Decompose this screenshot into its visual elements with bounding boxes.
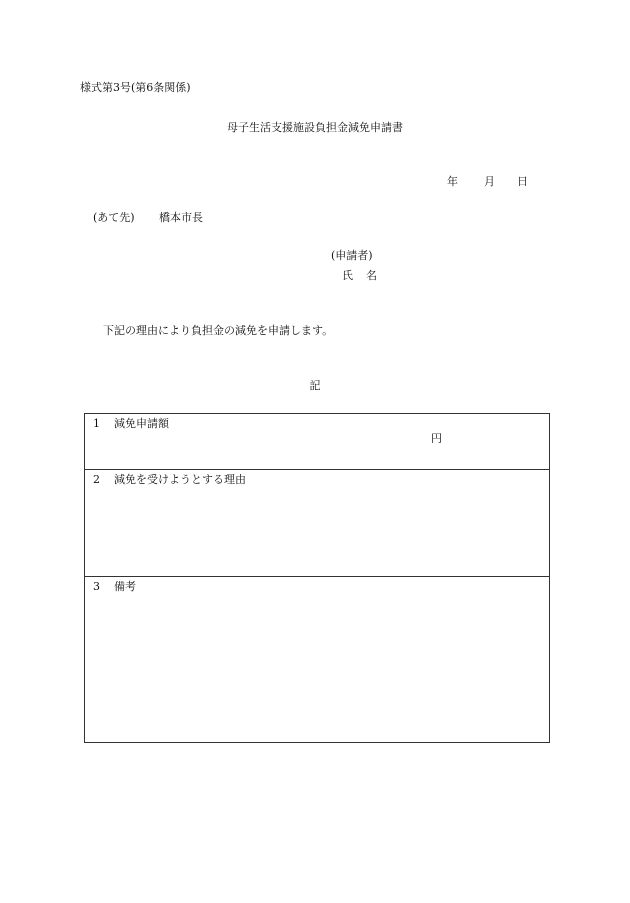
row-label: 備考 <box>114 580 136 593</box>
row-number: 1 <box>93 417 100 430</box>
date-year-label: 年 <box>447 175 458 188</box>
row-label: 減免申請額 <box>114 417 169 430</box>
addressee-label: (あて先) <box>93 211 135 224</box>
application-table <box>84 413 550 743</box>
row-number: 2 <box>93 473 100 486</box>
table-row-remarks[interactable] <box>85 577 549 742</box>
addressee-name: 橋本市長 <box>159 211 203 224</box>
yen-unit-label: 円 <box>431 432 442 445</box>
request-statement: 下記の理由により負担金の減免を申請します。 <box>103 324 334 337</box>
row-label: 減免を受けようとする理由 <box>114 473 246 486</box>
ki-heading: 記 <box>309 379 321 392</box>
row-number: 3 <box>93 580 100 593</box>
form-number: 様式第3号(第6条関係) <box>80 81 191 94</box>
date-month-label: 月 <box>484 175 495 188</box>
table-row-reduction-reason[interactable] <box>85 470 549 577</box>
table-row-reduction-amount[interactable] <box>85 414 549 470</box>
date-day-label: 日 <box>517 175 528 188</box>
document-title: 母子生活支援施設負担金減免申請書 <box>227 121 403 134</box>
applicant-label: (申請者) <box>331 249 373 262</box>
applicant-name-label-second: 名 <box>366 269 377 282</box>
applicant-name-label-first: 氏 <box>342 269 353 282</box>
